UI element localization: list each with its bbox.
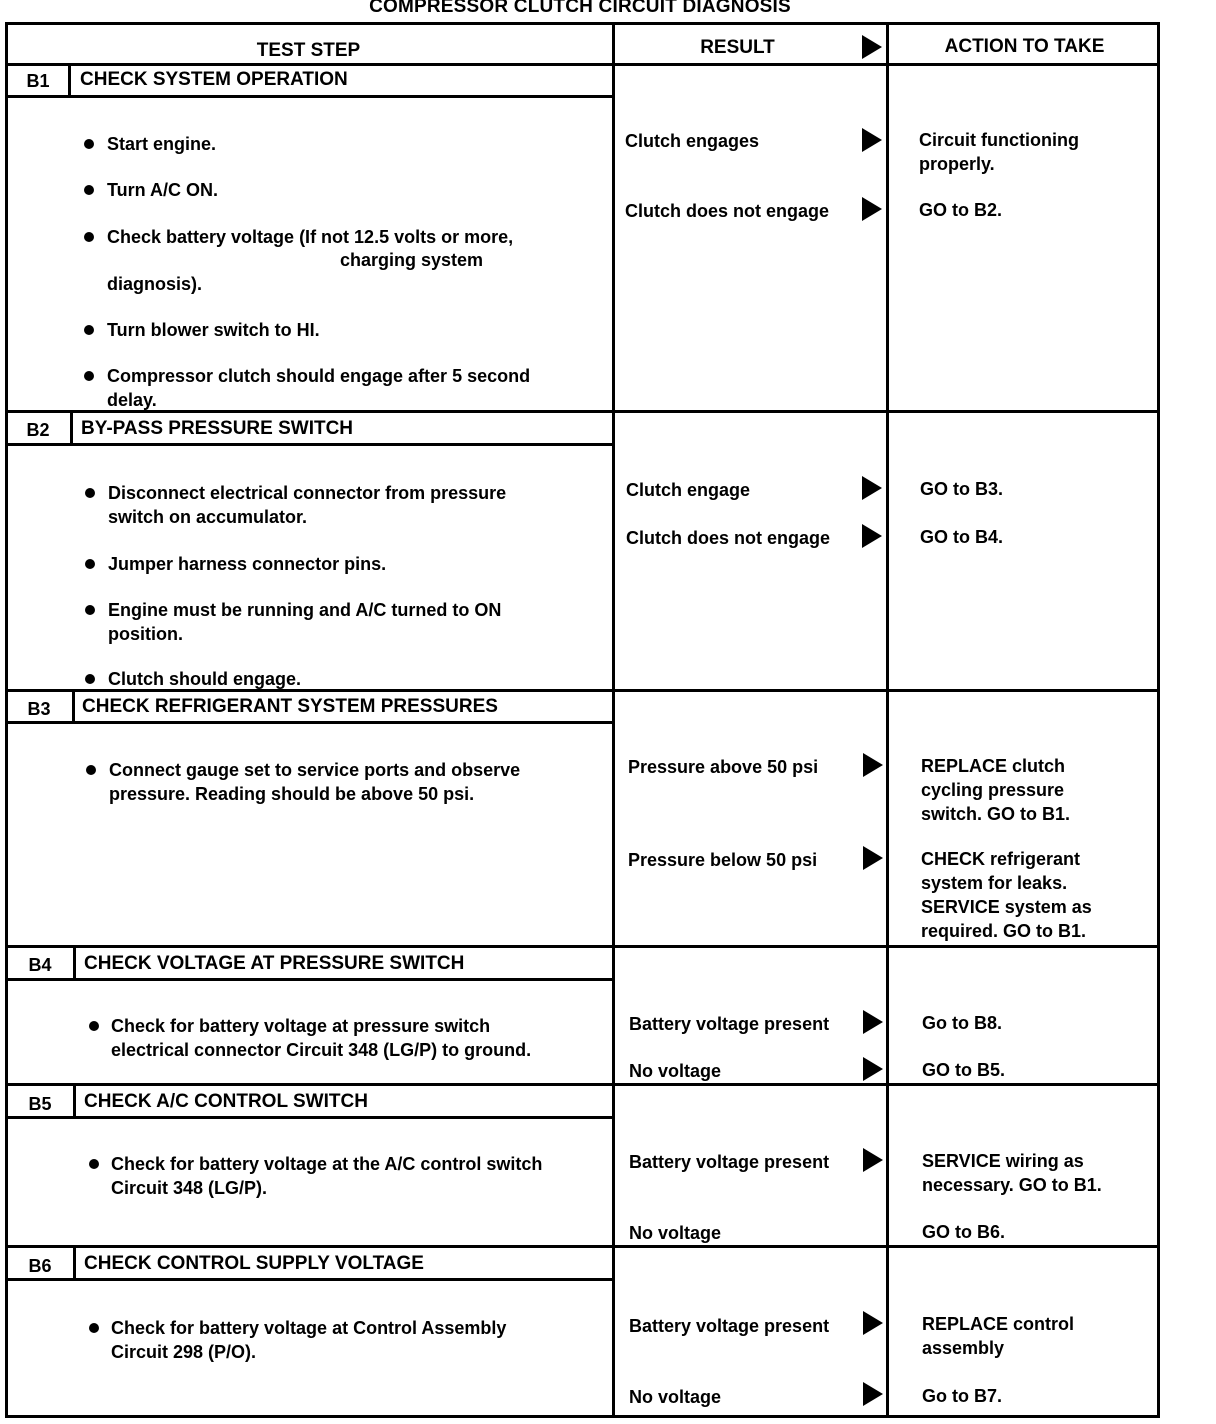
arrow-icon bbox=[863, 846, 883, 870]
section-title-b5: CHECK A/C CONTROL SWITCH bbox=[84, 1091, 368, 1112]
section-code-b6: B6 bbox=[28, 1256, 52, 1276]
b3-action-1: REPLACE clutch cycling pressure switch. GO to B1. bbox=[921, 756, 1071, 824]
header-test-step: TEST STEP bbox=[256, 40, 361, 61]
section-title-b2: BY-PASS PRESSURE SWITCH bbox=[81, 418, 354, 439]
bullet-icon bbox=[84, 139, 94, 149]
arrow-icon bbox=[863, 1057, 883, 1081]
b1-step-5-line2: delay. bbox=[107, 390, 157, 410]
b5-action-2: GO to B6. bbox=[922, 1222, 1006, 1242]
b4-action-2: GO to B5. bbox=[922, 1060, 1006, 1080]
b4-action-1: Go to B8. bbox=[922, 1013, 1002, 1033]
header-result: RESULT bbox=[700, 37, 775, 58]
section-rule bbox=[5, 945, 1160, 948]
b3-action-2: CHECK refrigerant system for leaks. SERVICE system as required. GO to B1. bbox=[921, 849, 1092, 941]
b2-step-2: Jumper harness connector pins. bbox=[108, 554, 387, 574]
bullet-icon bbox=[85, 605, 95, 615]
header-arrow-icon bbox=[862, 35, 882, 59]
b5-action-1: SERVICE wiring as necessary. GO to B1. bbox=[922, 1151, 1102, 1195]
b6-title-rule bbox=[5, 1278, 613, 1281]
b2-step-1: Disconnect electrical connector from pressure bbox=[108, 483, 507, 503]
section-code-b2: B2 bbox=[26, 420, 50, 440]
section-rule bbox=[5, 410, 1160, 413]
b1-result-1: Clutch engages bbox=[625, 131, 760, 151]
b1-step-5: Compressor clutch should engage after 5 second bbox=[107, 366, 531, 386]
b2-action-2: GO to B4. bbox=[920, 527, 1004, 547]
b1-result-2: Clutch does not engage bbox=[625, 201, 830, 221]
b3-step-1-line2: pressure. Reading should be above 50 psi. bbox=[109, 784, 475, 804]
b3-result-1: Pressure above 50 psi bbox=[628, 757, 819, 777]
arrow-icon bbox=[863, 1010, 883, 1034]
b1-action-2: GO to B2. bbox=[919, 200, 1003, 220]
b5-result-2: No voltage bbox=[629, 1223, 722, 1243]
section-rule bbox=[5, 689, 1160, 692]
b4-result-2: No voltage bbox=[629, 1061, 722, 1081]
bullet-icon bbox=[86, 765, 96, 775]
b2-action-1: GO to B3. bbox=[920, 479, 1004, 499]
b6-action-1: REPLACE control assembly bbox=[922, 1314, 1075, 1358]
arrow-icon bbox=[863, 1382, 883, 1406]
bullet-icon bbox=[89, 1159, 99, 1169]
b5-result-1: Battery voltage present bbox=[629, 1152, 830, 1172]
arrow-icon bbox=[862, 128, 882, 152]
section-rule bbox=[5, 1245, 1160, 1248]
divider-action bbox=[886, 22, 889, 1418]
b2-step-1-line2: switch on accumulator. bbox=[108, 507, 308, 527]
section-rule bbox=[5, 1083, 1160, 1086]
b3-result-2: Pressure below 50 psi bbox=[628, 850, 818, 870]
b6-step-1-line2: Circuit 298 (P/O). bbox=[111, 1342, 257, 1362]
b5-code-divider bbox=[73, 1083, 76, 1118]
bullet-icon bbox=[85, 559, 95, 569]
section-title-b6: CHECK CONTROL SUPPLY VOLTAGE bbox=[84, 1253, 424, 1274]
b3-step-1: Connect gauge set to service ports and observe bbox=[109, 760, 521, 780]
section-code-b1: B1 bbox=[26, 71, 50, 91]
b1-step-2: Turn A/C ON. bbox=[107, 180, 218, 200]
b4-result-1: Battery voltage present bbox=[629, 1014, 830, 1034]
b4-code-divider bbox=[73, 945, 76, 980]
b1-step-4: Turn blower switch to HI. bbox=[107, 320, 320, 340]
bullet-icon bbox=[84, 185, 94, 195]
b1-title-rule bbox=[5, 95, 613, 98]
arrow-icon bbox=[863, 1311, 883, 1335]
b4-step-1: Check for battery voltage at pressure switch bbox=[111, 1016, 491, 1036]
b5-step-1: Check for battery voltage at the A/C control switch bbox=[111, 1154, 543, 1174]
divider-result bbox=[612, 22, 615, 1418]
b2-result-2: Clutch does not engage bbox=[626, 528, 831, 548]
arrow-icon bbox=[862, 197, 882, 221]
b6-step-1: Check for battery voltage at Control Assembly bbox=[111, 1318, 507, 1338]
arrow-icon bbox=[862, 476, 882, 500]
section-code-b4: B4 bbox=[28, 955, 52, 975]
bullet-icon bbox=[84, 325, 94, 335]
bullet-icon bbox=[89, 1323, 99, 1333]
b4-step-1-line2: electrical connector Circuit 348 (LG/P) to ground. bbox=[111, 1040, 532, 1060]
section-code-b5: B5 bbox=[28, 1094, 52, 1114]
b4-title-rule bbox=[5, 978, 613, 981]
b2-step-3: Engine must be running and A/C turned to ON bbox=[108, 600, 502, 620]
bullet-icon bbox=[84, 371, 94, 381]
b1-step-3: Check battery voltage (If not 12.5 volts or more, bbox=[107, 227, 514, 247]
section-code-b3: B3 bbox=[27, 699, 51, 719]
b6-result-2: No voltage bbox=[629, 1387, 722, 1407]
b3-title-rule bbox=[5, 721, 613, 724]
b6-action-2: Go to B7. bbox=[922, 1386, 1002, 1406]
b2-result-1: Clutch engage bbox=[626, 480, 751, 500]
arrow-icon bbox=[863, 753, 883, 777]
section-title-b1: CHECK SYSTEM OPERATION bbox=[80, 69, 348, 90]
b3-code-divider bbox=[72, 689, 75, 723]
header-rule bbox=[5, 63, 1160, 66]
b5-step-1-line2: Circuit 348 (LG/P). bbox=[111, 1178, 268, 1198]
bullet-icon bbox=[89, 1021, 99, 1031]
arrow-icon bbox=[862, 524, 882, 548]
bullet-icon bbox=[84, 232, 94, 242]
b1-code-divider bbox=[68, 63, 71, 97]
section-title-b3: CHECK REFRIGERANT SYSTEM PRESSURES bbox=[82, 696, 498, 717]
b2-title-rule bbox=[5, 443, 613, 446]
b1-action-1: Circuit functioning properly. bbox=[919, 130, 1079, 174]
b1-step-1: Start engine. bbox=[107, 134, 217, 154]
arrow-icon bbox=[863, 1148, 883, 1172]
b2-step-4: Clutch should engage. bbox=[108, 669, 302, 689]
b2-code-divider bbox=[70, 410, 73, 445]
b6-code-divider bbox=[73, 1245, 76, 1280]
b2-step-3-line2: position. bbox=[108, 624, 183, 644]
bullet-icon bbox=[85, 674, 95, 684]
b5-title-rule bbox=[5, 1116, 613, 1119]
page-title: COMPRESSOR CLUTCH CIRCUIT DIAGNOSIS bbox=[369, 0, 791, 17]
header-action: ACTION TO TAKE bbox=[944, 36, 1105, 57]
b6-result-1: Battery voltage present bbox=[629, 1316, 830, 1336]
b1-step-3-line3: diagnosis). bbox=[107, 274, 203, 294]
bullet-icon bbox=[85, 488, 95, 498]
section-title-b4: CHECK VOLTAGE AT PRESSURE SWITCH bbox=[84, 953, 465, 974]
b1-step-3-line2: charging system bbox=[340, 250, 484, 270]
